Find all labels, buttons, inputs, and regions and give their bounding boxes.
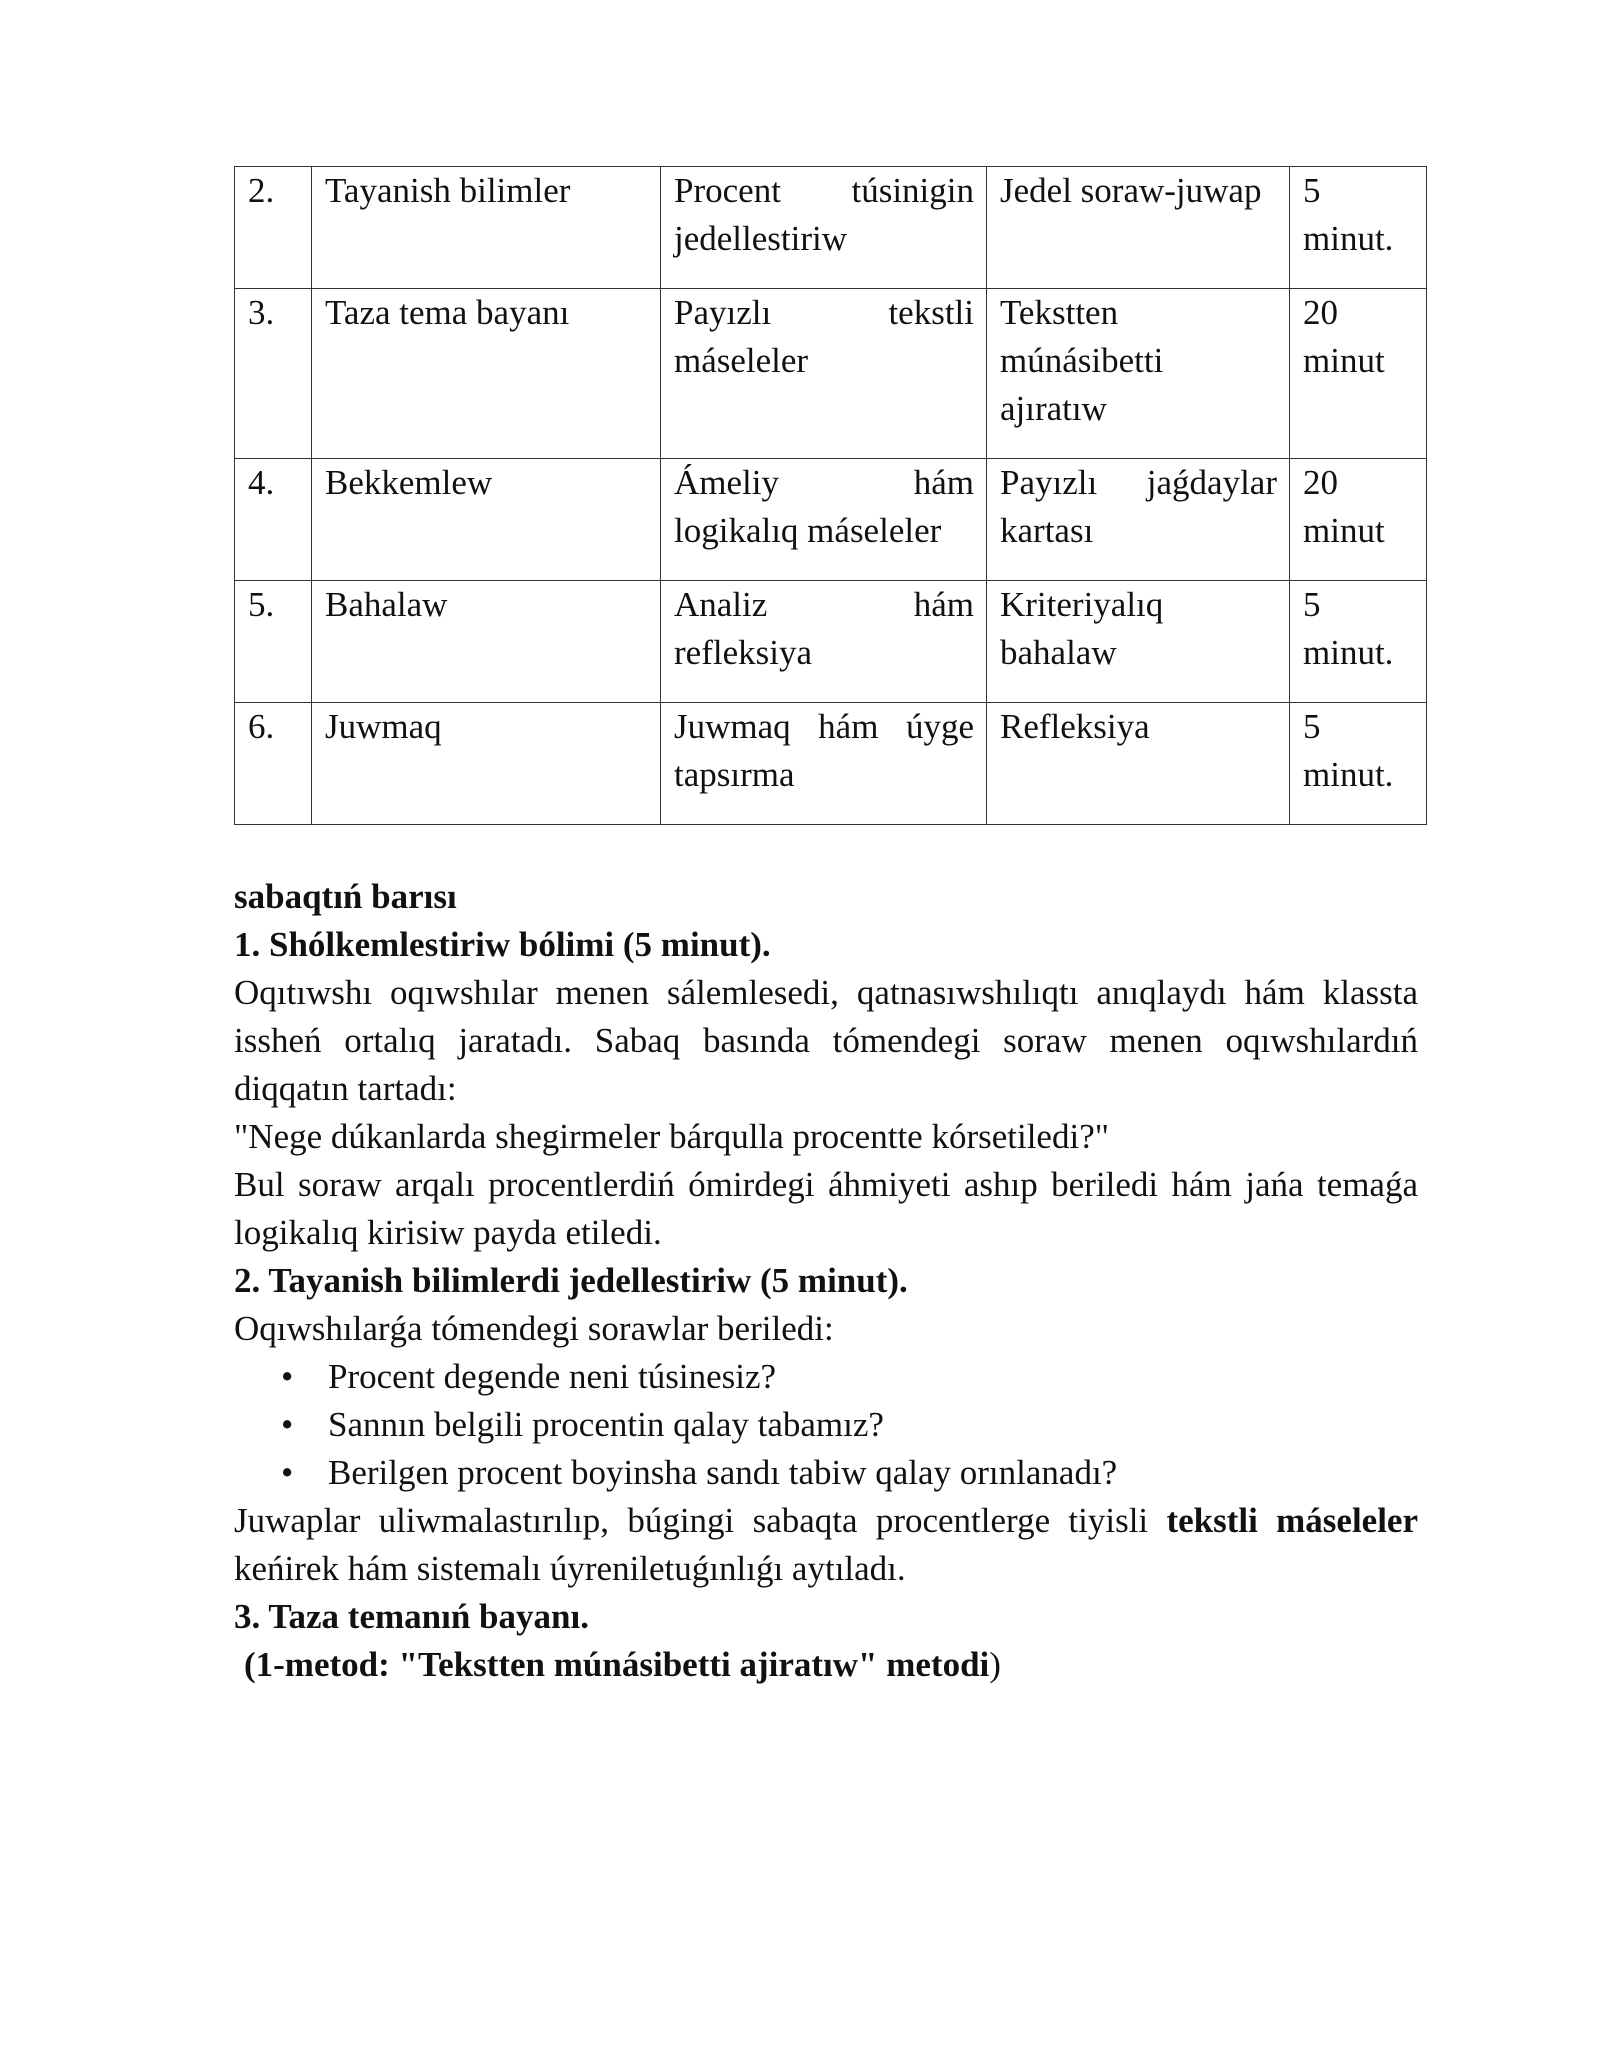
conclusion-bold-phrase: tekstli máseleler (1166, 1501, 1418, 1540)
section-3-heading: 3. Taza temanıń bayanı. (234, 1597, 589, 1636)
table-cell-time: 5 minut. (1290, 581, 1427, 703)
table-cell-method: Payızlı jaǵdaylar kartası (987, 459, 1290, 581)
table-cell-number: 3. (235, 289, 312, 459)
method-note-close: ) (989, 1645, 1001, 1684)
conclusion-text-end: keńirek hám sistemalı úyreniletuǵınlıǵı aytıladı. (234, 1549, 906, 1588)
table-cell-content: Ámeliy hám logikalıq máseleler (661, 459, 987, 581)
section-1-heading: 1. Shólkemlestiriw bólimi (5 minut). (234, 925, 771, 964)
section-2-conclusion (234, 1497, 1418, 1593)
section-1-paragraph: Oqıtıwshı oqıwshılar menen sálemlesedi, qatnasıwshılıqtı anıqlaydı hám klassta issheń ortalıq jaratadı. Sabaq basında tómendegi soraw menen oqıwshılardıń diqqatın tartadı: (234, 973, 1418, 1108)
table-cell-time: 5 minut. (1290, 703, 1427, 825)
table-cell-content: Analiz hám refleksiya (661, 581, 987, 703)
table-cell-method: Jedel soraw-juwap (987, 167, 1290, 289)
question-text: Procent degende neni túsinesiz? (328, 1357, 777, 1396)
table-cell-number: 4. (235, 459, 312, 581)
table-cell-method: Tekstten múnásibetti ajıratıw (987, 289, 1290, 459)
section-1-quote: "Nege dúkanlarda shegirmeler bárqulla procentte kórsetiledi?" (234, 1117, 1110, 1156)
document-page (234, 166, 1418, 1689)
table-cell-number: 2. (235, 167, 312, 289)
question-list (234, 1353, 1418, 1497)
table-cell-stage: Taza tema bayanı (312, 289, 661, 459)
table-cell-time: 20 minut (1290, 459, 1427, 581)
table-cell-method: Kriteriyalıq bahalaw (987, 581, 1290, 703)
table-cell-content: Payızlı tekstli máseleler (661, 289, 987, 459)
lesson-progress-title: sabaqtıń barısı (234, 877, 457, 916)
method-note (234, 1641, 1418, 1689)
table-cell-time: 20 minut (1290, 289, 1427, 459)
table-cell-number: 5. (235, 581, 312, 703)
bullet-icon: • (281, 1357, 294, 1396)
table-row (235, 703, 1427, 825)
question-text: Sannın belgili procentin qalay tabamız? (328, 1405, 884, 1444)
question-text: Berilgen procent boyinsha sandı tabiw qalay orınlanadı? (328, 1453, 1118, 1492)
table-row (235, 289, 1427, 459)
table-cell-stage: Bekkemlew (312, 459, 661, 581)
list-item (281, 1449, 1418, 1497)
table-row (235, 581, 1427, 703)
section-1-paragraph-2: Bul soraw arqalı procentlerdiń ómirdegi áhmiyeti ashıp beriledi hám jańa temaǵa logikalıq kirisiw payda etiledi. (234, 1165, 1418, 1252)
section-2-heading: 2. Tayanish bilimlerdi jedellestiriw (5 minut). (234, 1261, 908, 1300)
lesson-plan-table (234, 166, 1427, 825)
list-item (281, 1401, 1418, 1449)
lesson-body (234, 873, 1418, 1689)
bullet-icon: • (281, 1405, 294, 1444)
list-item (281, 1353, 1418, 1401)
table-cell-method: Refleksiya (987, 703, 1290, 825)
bullet-icon: • (281, 1453, 294, 1492)
table-cell-time: 5 minut. (1290, 167, 1427, 289)
table-cell-stage: Juwmaq (312, 703, 661, 825)
table-cell-content: Juwmaq hám úyge tapsırma (661, 703, 987, 825)
table-cell-stage: Tayanish bilimler (312, 167, 661, 289)
table-cell-content: Procent túsinigin jedellestiriw (661, 167, 987, 289)
section-2-intro: Oqıwshılarǵa tómendegi sorawlar beriledi: (234, 1309, 834, 1348)
table-row (235, 459, 1427, 581)
conclusion-text-start: Juwaplar uliwmalastırılıp, búgingi sabaqta procentlerge tiyisli (234, 1501, 1167, 1540)
table-cell-number: 6. (235, 703, 312, 825)
method-note-bold: (1-metod: "Tekstten múnásibetti ajiratıw" metodi (244, 1645, 990, 1684)
table-cell-stage: Bahalaw (312, 581, 661, 703)
table-row (235, 167, 1427, 289)
